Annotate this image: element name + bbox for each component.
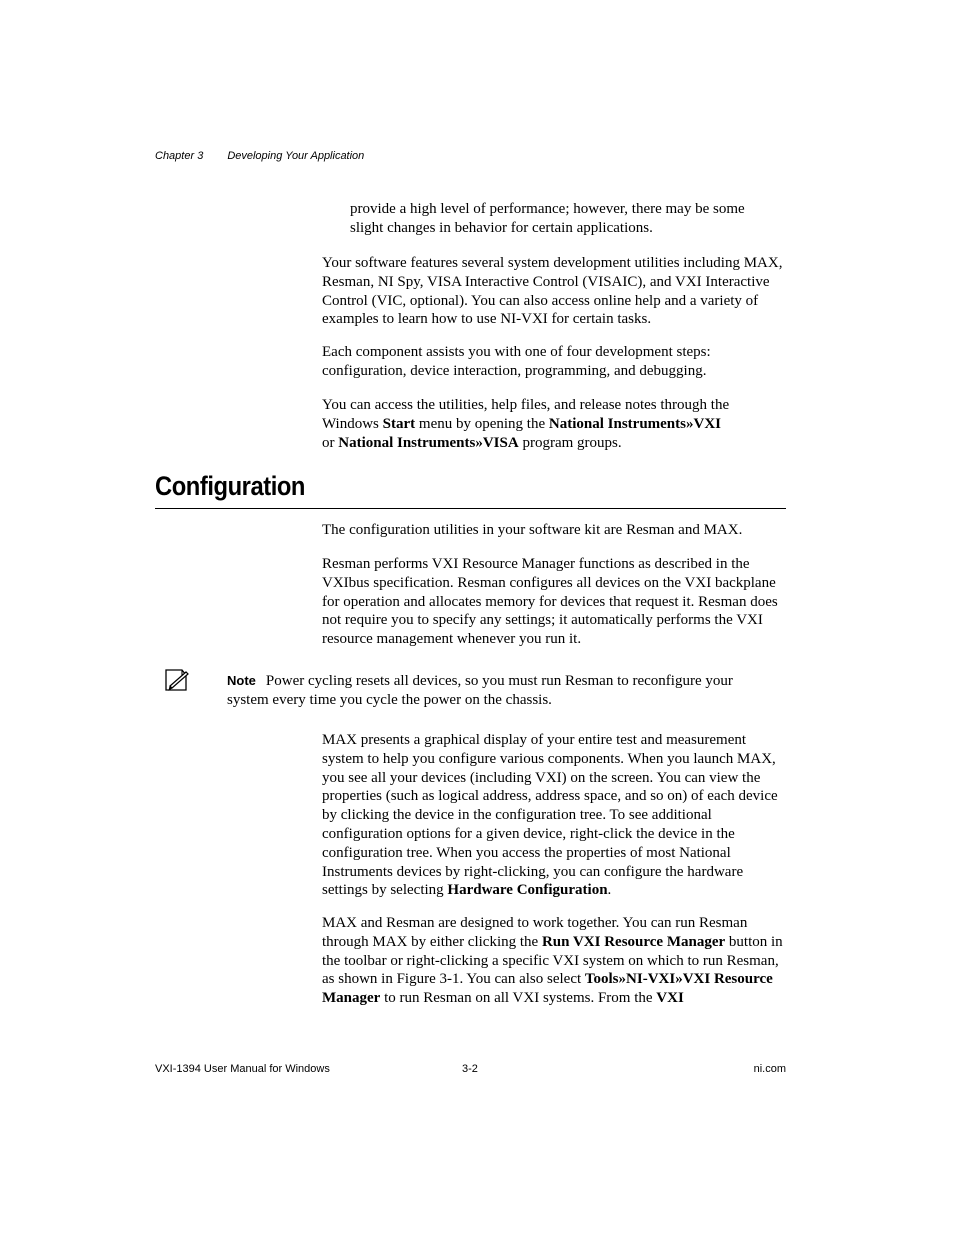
page-number: 3-2 [462, 1063, 478, 1075]
text-run: . [607, 882, 612, 899]
chapter-label: Chapter 3 [155, 150, 204, 162]
hardware-configuration-term: Hardware Configuration [447, 882, 608, 899]
vxi-term: VXI [656, 990, 684, 1007]
note-callout [227, 672, 772, 710]
chapter-title: Developing Your Application [227, 150, 365, 162]
resman-paragraph: Resman performs VXI Resource Manager functions as described in the VXIbus specification. Resman configures all devices on the VXI backplane for operation and allocates memory for devices that request it. Resman does not require you to specify any settings; it automatically performs the VXI resource management whenever you run it. [322, 556, 778, 648]
note-label: Note [227, 673, 256, 688]
text-run: MAX and Resman are designed to work together. You can run Resman through MAX by either clicking the [322, 915, 748, 950]
text-run: or [322, 434, 339, 451]
tools-menu-path-term: Tools»NI-VXI»VXI Resource Manager [322, 971, 773, 1007]
continued-paragraph: provide a high level of performance; however, there may be some slight changes in behavior for certain applications. [350, 201, 745, 236]
ni-visa-program-group: National Instruments»VISA [338, 434, 519, 451]
text-run: MAX presents a graphical display of your entire test and measurement system to help you configure various components. When you launch MAX, you see all your devices (including VXI) on the screen. You can view the properties (such as logical address, address space, and so on) of each device by clicking the device in the configuration tree. To see additional configuration options for a given device, right-click the device in the configuration tree. When you access the properties of most National Instruments devices by right-clicking, you can configure the hardware settings by selecting [322, 732, 778, 899]
manual-title: VXI-1394 User Manual for Windows [155, 1063, 330, 1075]
run-vxi-resource-manager-term: Run VXI Resource Manager [541, 933, 726, 950]
text-run: menu by opening the [415, 415, 549, 432]
text-run: program groups. [518, 434, 622, 451]
text-run: You can access the utilities, help files, and release notes through the Windows [322, 397, 730, 432]
configuration-utilities-paragraph: The configuration utilities in your software kit are Resman and MAX. [322, 522, 743, 538]
development-steps-paragraph: Each component assists you with one of four development steps: configuration, device interaction, programming, and debugging. [322, 344, 711, 379]
note-text: Power cycling resets all devices, so you must run Resman to reconfigure your system every time you cycle the power on the chassis. [227, 673, 733, 708]
note-icon [160, 666, 192, 694]
start-menu-term: Start [382, 415, 416, 432]
section-heading: Configuration [155, 471, 306, 501]
text-run: button in the toolbar or right-clicking a specific VXI system on which to run Resman, as shown in Figure 3-1. You can also select [322, 933, 783, 988]
utilities-paragraph: Your software features several system development utilities including MAX, Resman, NI Spy, VISA Interactive Control (VISAIC), and VXI Interactive Control (VIC, optional). You can also access online help and a variety of examples to learn how to use NI-VXI for certain tasks. [322, 255, 783, 328]
running-header [155, 150, 364, 162]
max-paragraph [322, 731, 787, 900]
max-resman-paragraph [322, 914, 787, 1008]
access-utilities-paragraph [322, 396, 787, 452]
website-link[interactable]: ni.com [753, 1063, 786, 1075]
heading-rule [155, 508, 786, 509]
ni-vxi-program-group: National Instruments»VXI [548, 415, 721, 432]
text-run: to run Resman on all VXI systems. From the [380, 990, 657, 1007]
